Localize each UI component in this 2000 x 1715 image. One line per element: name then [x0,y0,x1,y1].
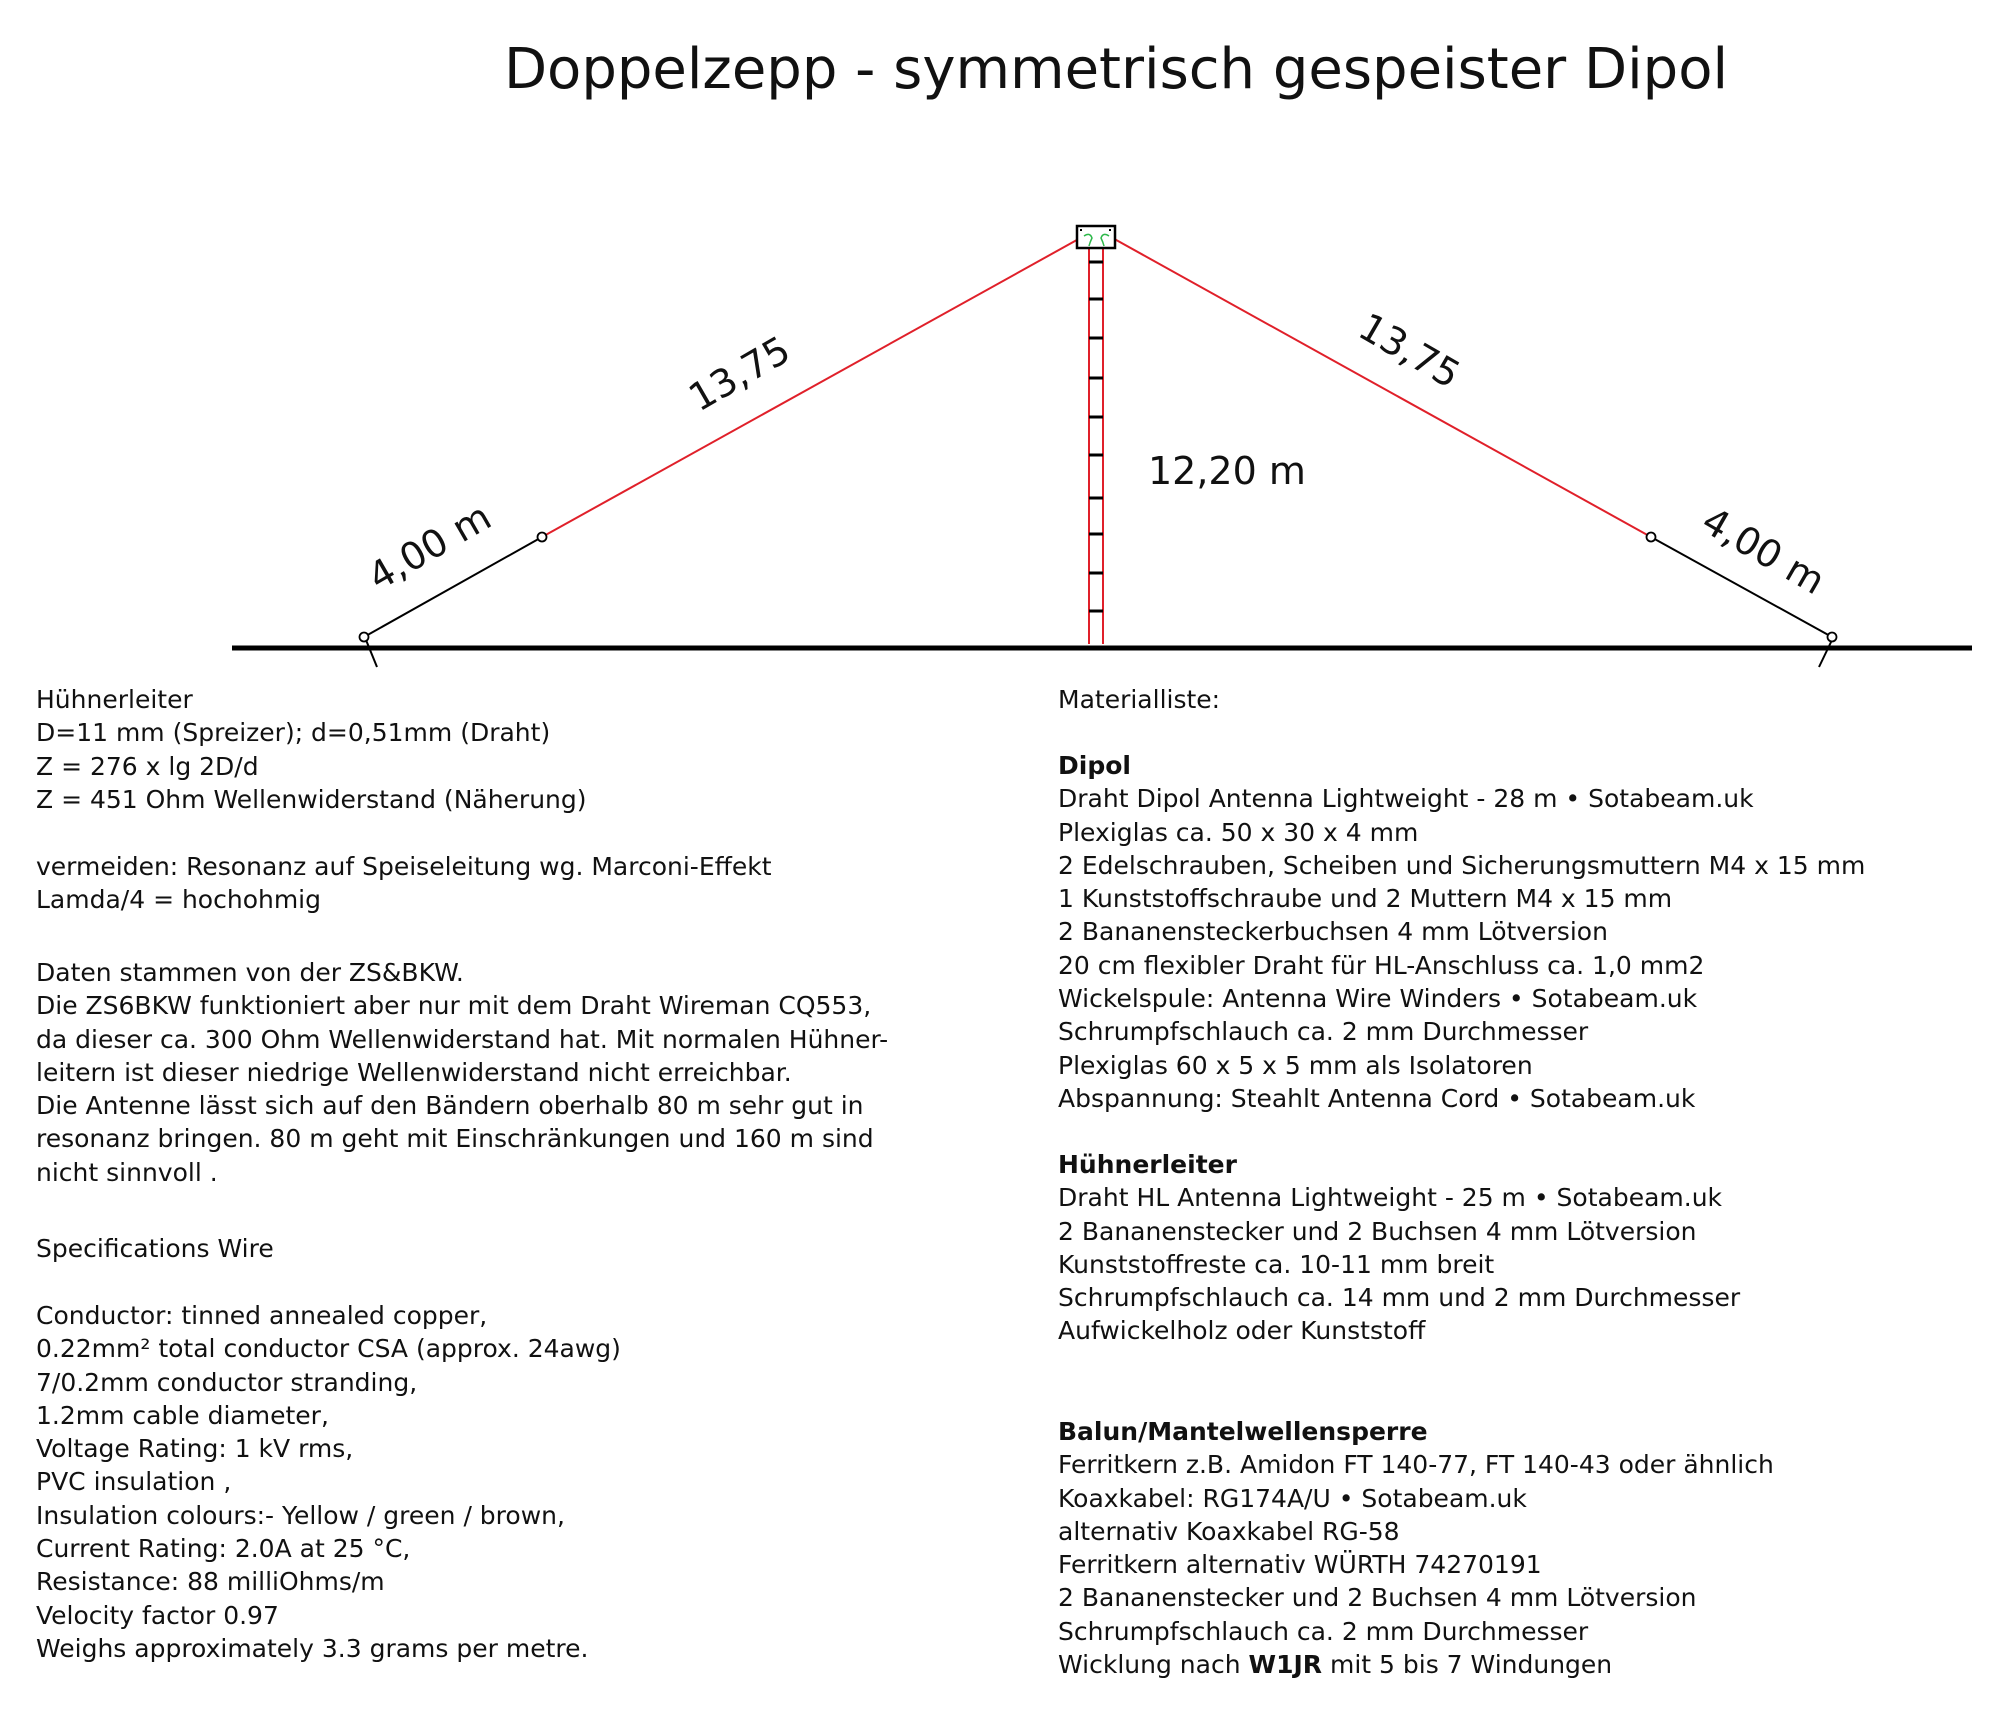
text-line: D=11 mm (Spreizer); d=0,51mm (Draht) [36,718,551,748]
spec-line: Insulation colours:- Yellow / green / brown, [36,1500,565,1530]
material-item: Abspannung: Steahlt Antenna Cord • Sotabeam.uk [1058,1083,1696,1113]
material-item: Draht Dipol Antenna Lightweight - 28 m • Sotabeam.uk [1058,784,1754,814]
dipole-leg-left [542,236,1084,537]
material-item: Plexiglas ca. 50 x 30 x 4 mm [1058,817,1419,847]
text-line: da dieser ca. 300 Ohm Wellenwiderstand hat. Mit normalen Hühner- [36,1024,889,1054]
ground-stake-left [366,640,377,667]
text-line: vermeiden: Resonanz auf Speiseleitung wg. Marconi-Effekt [36,852,772,881]
text-line: Daten stammen von der ZS&BKW. [36,958,464,987]
insulator-right [1647,533,1656,542]
wire-specs [36,1299,621,1665]
text-line: leitern ist dieser niedrige Wellenwiderstand nicht erreichbar. [36,1057,792,1087]
material-item: Koaxkabel: RG174A/U • Sotabeam.uk [1058,1483,1527,1513]
insulator-right-label: 4,00 m [1694,498,1833,604]
material-item: Plexiglas 60 x 5 x 5 mm als Isolatoren [1058,1050,1533,1080]
dipole-leg-left-label: 13,75 [681,327,798,420]
material-huehnerleiter [1058,1148,1740,1348]
resonance-note [36,850,772,917]
text-line: Z = 451 Ohm Wellenwiderstand (Näherung) [36,784,587,814]
text-line: resonanz bringen. 80 m geht mit Einschränkungen und 160 m sind [36,1124,874,1154]
spec-line: Current Rating: 2.0A at 25 °C, [36,1534,411,1564]
group-title: Dipol [1058,751,1131,780]
material-item: Draht HL Antenna Lightweight - 25 m • Sotabeam.uk [1058,1183,1723,1213]
material-item: 2 Edelschrauben, Scheiben und Sicherungsmuttern M4 x 15 mm [1058,850,1866,880]
material-item: 1 Kunststoffschraube und 2 Muttern M4 x 15 mm [1058,884,1673,914]
material-item: Aufwickelholz oder Kunststoff [1058,1316,1426,1346]
text-line: Z = 276 x lg 2D/d [36,751,259,781]
material-item: 2 Bananenstecker und 2 Buchsen 4 mm Lötversion [1058,1216,1697,1246]
material-item: Wickelspule: Antenna Wire Winders • Sotabeam.uk [1058,984,1698,1014]
spec-line: Conductor: tinned annealed copper, [36,1301,488,1330]
page-title: Doppelzepp - symmetrisch gespeister Dipol [503,37,1729,102]
spec-line: Weighs approximately 3.3 grams per metre. [36,1633,589,1663]
anchor-point-left [360,633,369,642]
feed-point-box [1077,226,1115,248]
callsign: W1JR [1248,1650,1323,1680]
group-title: Hühnerleiter [1058,1150,1237,1179]
data-source-note [36,956,888,1189]
text-line: Die Antenne lässt sich auf den Bändern oberhalb 80 m sehr gut in [36,1091,864,1121]
spec-line: 7/0.2mm conductor stranding, [36,1367,418,1397]
wire-specs-heading [36,1232,274,1265]
antenna-diagram [0,0,2000,700]
anchor-point-right [1828,633,1837,642]
text-line: nicht sinnvoll . [36,1157,218,1187]
insulator-left-label: 4,00 m [360,494,499,600]
dipole-leg-right-label: 13,75 [1351,304,1468,397]
text: mit 5 bis 7 Windungen [1322,1650,1613,1680]
material-item: alternativ Koaxkabel RG-58 [1058,1516,1400,1546]
material-item: Schrumpfschlauch ca. 2 mm Durchmesser [1058,1616,1589,1646]
section-heading: Hühnerleiter [36,685,193,714]
spec-line: 0.22mm² total conductor CSA (approx. 24awg) [36,1334,621,1364]
spec-line: 1.2mm cable diameter, [36,1400,329,1430]
material-item: Ferritkern alternativ WÜRTH 74270191 [1058,1550,1542,1580]
material-item: Schrumpfschlauch ca. 2 mm Durchmesser [1058,1017,1589,1047]
insulator-left [538,533,547,542]
material-item: Schrumpfschlauch ca. 14 mm und 2 mm Durchmesser [1058,1283,1741,1313]
ladder-line-feeder [1089,248,1103,644]
material-item: 2 Bananenstecker und 2 Buchsen 4 mm Lötversion [1058,1583,1697,1613]
group-title: Balun/Mantelwellensperre [1058,1417,1428,1446]
material-list-heading [1058,683,1220,716]
text: Wicklung nach [1058,1650,1249,1680]
section-heading: Materialliste: [1058,685,1221,714]
material-dipol [1058,749,1865,1115]
spec-line: Resistance: 88 milliOhms/m [36,1567,385,1597]
feeder-height-label: 12,20 m [1148,449,1306,493]
spec-line: Voltage Rating: 1 kV rms, [36,1434,354,1464]
material-item: Kunststoffreste ca. 10-11 mm breit [1058,1249,1495,1279]
text-line: Die ZS6BKW funktioniert aber nur mit dem Draht Wireman CQ553, [36,991,872,1021]
text-line: Lamda/4 = hochohmig [36,885,321,915]
section-heading: Specifications Wire [36,1234,274,1263]
ground-stake-right [1819,640,1832,667]
material-item [1058,1648,1774,1681]
material-item: Ferritkern z.B. Amidon FT 140-77, FT 140-43 oder ähnlich [1058,1450,1774,1480]
material-balun [1058,1415,1774,1681]
material-item: 2 Bananensteckerbuchsen 4 mm Lötversion [1058,917,1608,947]
ladder-line-specs [36,683,587,816]
spec-line: Velocity factor 0.97 [36,1600,279,1630]
material-item: 20 cm flexibler Draht für HL-Anschluss ca. 1,0 mm2 [1058,950,1705,980]
spec-line: PVC insulation , [36,1467,232,1497]
